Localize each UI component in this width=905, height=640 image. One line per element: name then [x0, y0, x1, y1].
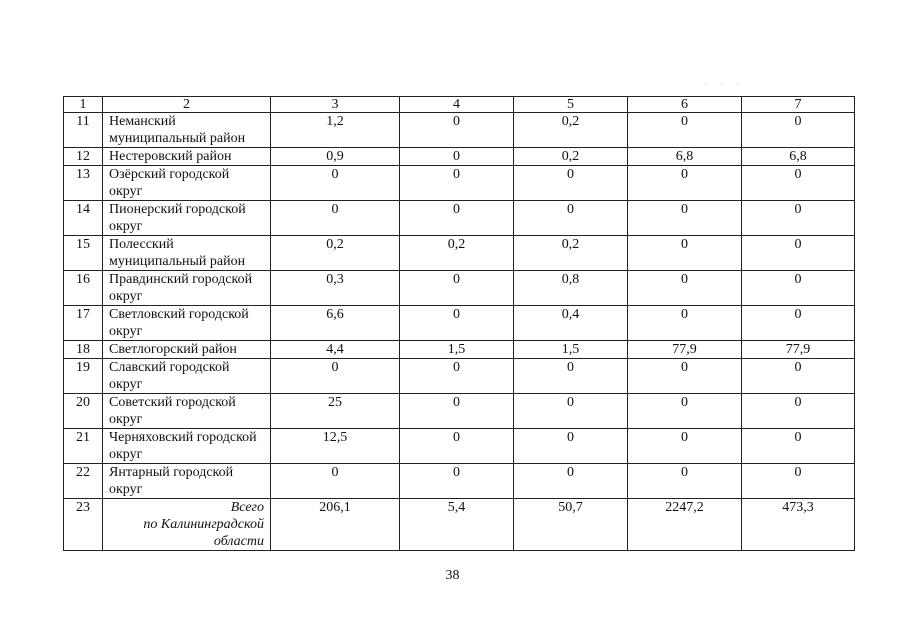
value-col7: 0 — [742, 429, 855, 464]
row-number: 17 — [64, 306, 103, 341]
value-col4: 0 — [400, 306, 514, 341]
value-col7: 0 — [742, 394, 855, 429]
value-col4: 0 — [400, 429, 514, 464]
district-name: Полесский муниципальный район — [103, 236, 271, 271]
district-name: Правдинский городской округ — [103, 271, 271, 306]
value-col5: 0,4 — [514, 306, 628, 341]
value-col3: 0,2 — [271, 236, 400, 271]
value-col6: 0 — [628, 464, 742, 499]
value-col7: 0 — [742, 113, 855, 148]
value-col3: 0 — [271, 166, 400, 201]
value-col3: 0 — [271, 359, 400, 394]
value-col4: 0 — [400, 464, 514, 499]
total-label-line3: области — [213, 534, 264, 549]
district-name: Неманский муниципальный район — [103, 113, 271, 148]
table-row — [64, 236, 855, 271]
row-number: 16 — [64, 271, 103, 306]
value-col7: 77,9 — [742, 341, 855, 359]
total-label-line2: по Калининградской — [143, 517, 264, 532]
table-row — [64, 201, 855, 236]
value-col4: 0 — [400, 271, 514, 306]
value-col4: 0 — [400, 359, 514, 394]
district-name: Светловский городской округ — [103, 306, 271, 341]
value-col6: 0 — [628, 236, 742, 271]
total-col3: 206,1 — [271, 499, 400, 551]
row-number: 18 — [64, 341, 103, 359]
value-col6: 6,8 — [628, 148, 742, 166]
scan-specks: . . . — [705, 77, 745, 86]
value-col5: 0 — [514, 201, 628, 236]
header-cell: 4 — [400, 97, 514, 113]
value-col5: 1,5 — [514, 341, 628, 359]
row-number: 20 — [64, 394, 103, 429]
value-col5: 0 — [514, 166, 628, 201]
total-label — [103, 499, 271, 551]
table-row — [64, 429, 855, 464]
header-cell: 1 — [64, 97, 103, 113]
table-row — [64, 341, 855, 359]
value-col6: 0 — [628, 394, 742, 429]
value-col6: 0 — [628, 359, 742, 394]
table-row — [64, 359, 855, 394]
value-col5: 0 — [514, 429, 628, 464]
row-number: 21 — [64, 429, 103, 464]
row-number: 14 — [64, 201, 103, 236]
value-col3: 0,9 — [271, 148, 400, 166]
total-row — [64, 499, 855, 551]
value-col5: 0,2 — [514, 236, 628, 271]
total-col4: 5,4 — [400, 499, 514, 551]
value-col5: 0,2 — [514, 113, 628, 148]
table-row — [64, 306, 855, 341]
value-col4: 0 — [400, 166, 514, 201]
page-number: 38 — [445, 568, 460, 583]
district-name: Советский городской округ — [103, 394, 271, 429]
value-col4: 0,2 — [400, 236, 514, 271]
value-col6: 0 — [628, 271, 742, 306]
table-row — [64, 394, 855, 429]
value-col7: 6,8 — [742, 148, 855, 166]
value-col6: 0 — [628, 429, 742, 464]
row-number: 23 — [64, 499, 103, 551]
value-col6: 0 — [628, 306, 742, 341]
data-table — [63, 96, 855, 551]
header-row — [64, 97, 855, 113]
value-col5: 0,8 — [514, 271, 628, 306]
value-col7: 0 — [742, 201, 855, 236]
district-name: Янтарный городской округ — [103, 464, 271, 499]
value-col5: 0 — [514, 394, 628, 429]
header-cell: 7 — [742, 97, 855, 113]
row-number: 13 — [64, 166, 103, 201]
value-col4: 0 — [400, 394, 514, 429]
value-col6: 0 — [628, 166, 742, 201]
header-cell: 2 — [103, 97, 271, 113]
district-name: Нестеровский район — [103, 148, 271, 166]
table-row — [64, 464, 855, 499]
value-col3: 4,4 — [271, 341, 400, 359]
value-col6: 0 — [628, 113, 742, 148]
value-col3: 0 — [271, 464, 400, 499]
table-row — [64, 113, 855, 148]
value-col7: 0 — [742, 359, 855, 394]
district-name: Черняховский городской округ — [103, 429, 271, 464]
district-name: Славский городской округ — [103, 359, 271, 394]
value-col7: 0 — [742, 306, 855, 341]
header-cell: 6 — [628, 97, 742, 113]
value-col3: 0 — [271, 201, 400, 236]
district-name: Светлогорский район — [103, 341, 271, 359]
row-number: 22 — [64, 464, 103, 499]
value-col7: 0 — [742, 271, 855, 306]
value-col3: 0,3 — [271, 271, 400, 306]
district-name: Озёрский городской округ — [103, 166, 271, 201]
value-col7: 0 — [742, 166, 855, 201]
table-row — [64, 271, 855, 306]
row-number: 12 — [64, 148, 103, 166]
row-number: 19 — [64, 359, 103, 394]
value-col4: 1,5 — [400, 341, 514, 359]
total-label-line1: Всего — [230, 500, 264, 515]
value-col6: 0 — [628, 201, 742, 236]
value-col4: 0 — [400, 113, 514, 148]
row-number: 11 — [64, 113, 103, 148]
district-name: Пионерский городской округ — [103, 201, 271, 236]
table-row — [64, 166, 855, 201]
value-col3: 6,6 — [271, 306, 400, 341]
value-col7: 0 — [742, 236, 855, 271]
value-col3: 1,2 — [271, 113, 400, 148]
table-row — [64, 148, 855, 166]
value-col4: 0 — [400, 201, 514, 236]
value-col7: 0 — [742, 464, 855, 499]
header-cell: 5 — [514, 97, 628, 113]
value-col5: 0 — [514, 359, 628, 394]
value-col4: 0 — [400, 148, 514, 166]
value-col6: 77,9 — [628, 341, 742, 359]
total-col7: 473,3 — [742, 499, 855, 551]
value-col3: 12,5 — [271, 429, 400, 464]
value-col5: 0,2 — [514, 148, 628, 166]
total-col6: 2247,2 — [628, 499, 742, 551]
row-number: 15 — [64, 236, 103, 271]
value-col3: 25 — [271, 394, 400, 429]
header-cell: 3 — [271, 97, 400, 113]
total-col5: 50,7 — [514, 499, 628, 551]
value-col5: 0 — [514, 464, 628, 499]
